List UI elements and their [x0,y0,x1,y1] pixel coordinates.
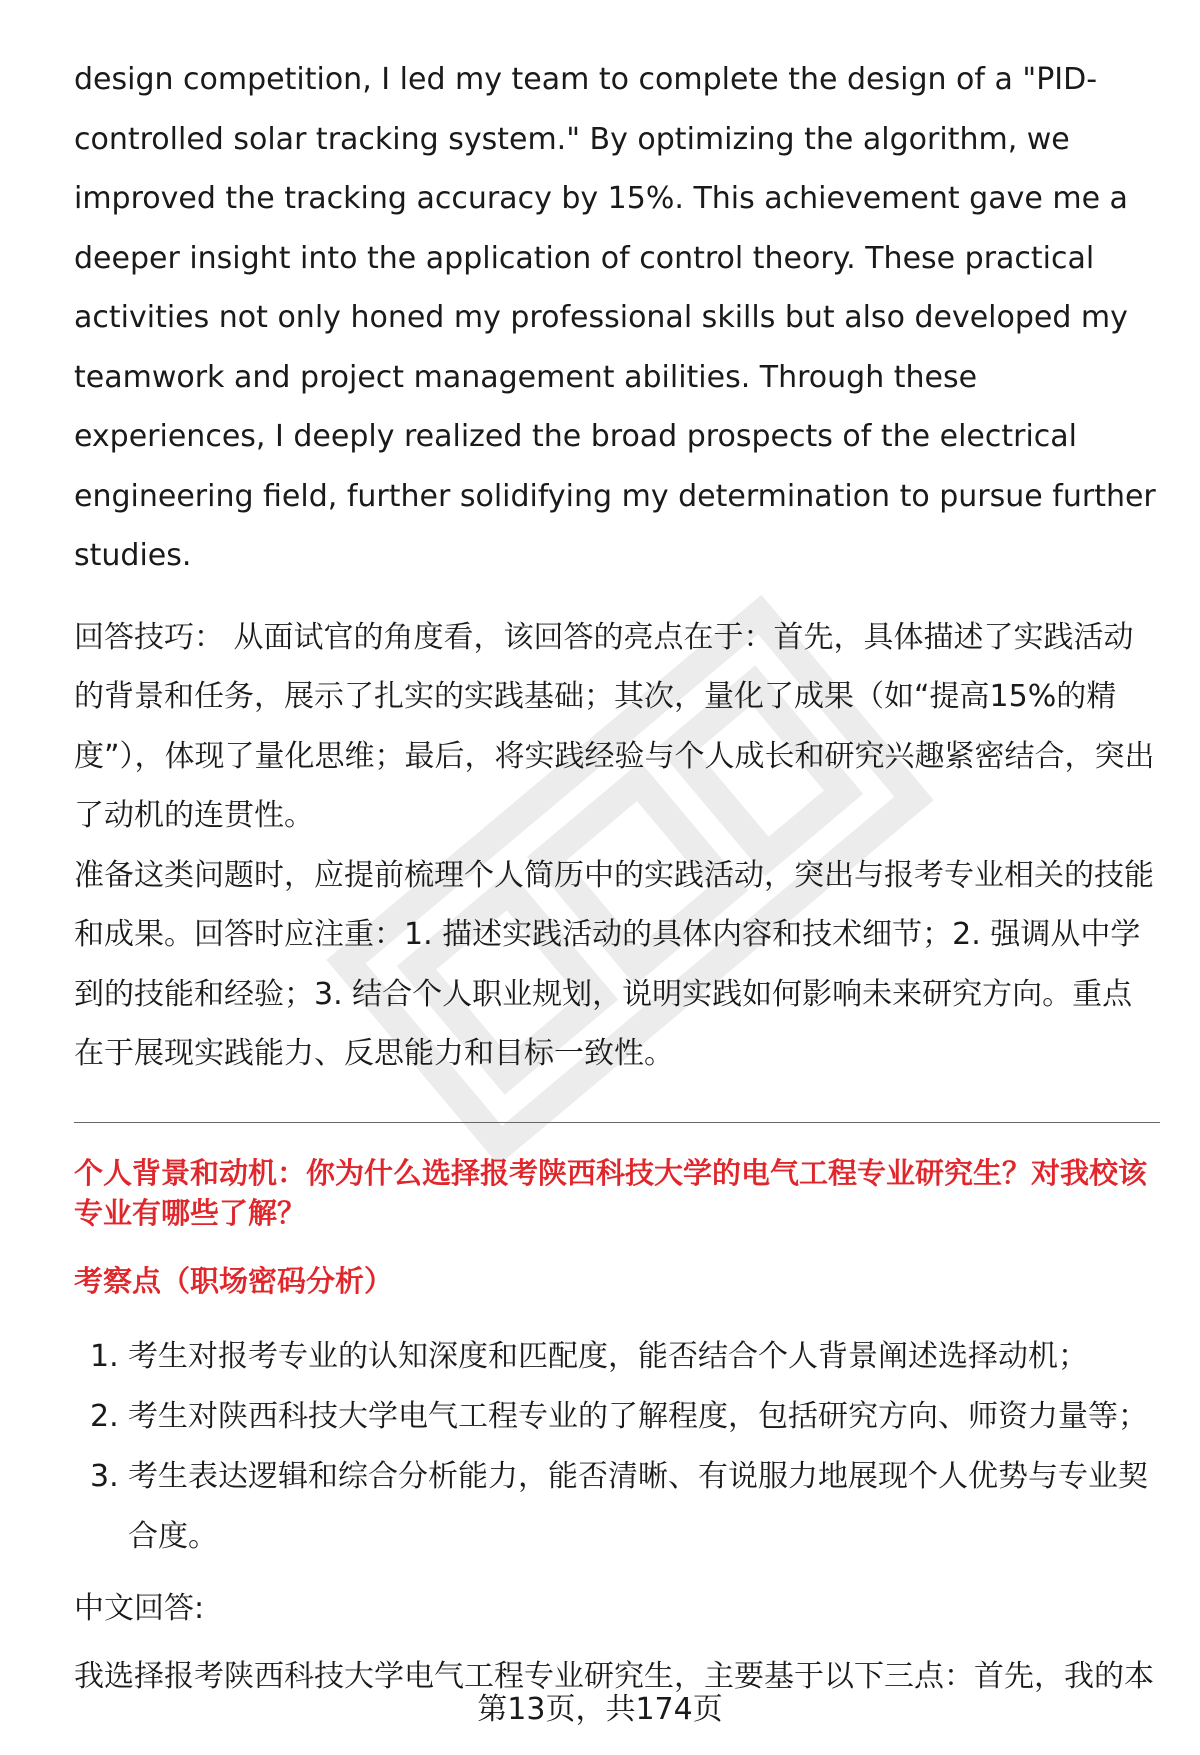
section-divider [74,1122,1160,1123]
english-answer-paragraph: design competition, I led my team to complete the design of a "PID-controlled solar tracking system." By optimizing the algorithm, we improved the tracking accuracy by 15%. This achievement gave me a deeper insight into the application of control theory. These practical activities not only honed my professional skills but also developed my teamwork and project management abilities. Through these experiences, I deeply realized the broad prospects of the electrical engineering field, further solidifying my determination to pursue further studies. [74,62,1156,573]
list-item [74,1447,1160,1567]
list-item [74,1327,1160,1387]
list-item-number: 2. [90,1398,119,1434]
document-page [74,50,1160,1706]
list-item-text: 考生对报考专业的认知深度和匹配度，能否结合个人背景阐述选择动机； [128,1338,1088,1374]
list-item-text: 考生对陕西科技大学电气工程专业的了解程度，包括研究方向、师资力量等； [128,1398,1148,1434]
list-item [74,1387,1160,1447]
answer-tips-paragraph: 回答技巧： 从面试官的角度看，该回答的亮点在于：首先，具体描述了实践活动的背景和任务，展示了扎实的实践基础；其次，量化了成果（如“提高15%的精度”），体现了量化思维；最后，将实践经验与个人成长和研究兴趣紧密结合，突出了动机的连贯性。 [74,619,1155,833]
chinese-answer-label: 中文回答: [74,1590,205,1626]
list-item-number: 3. [90,1458,119,1494]
chinese-answer-paragraph: 我选择报考陕西科技大学电气工程专业研究生，主要基于以下三点：首先，我的本 [74,1658,1154,1694]
analysis-heading: 考察点（职场密码分析） [74,1263,394,1298]
question-title: 个人背景和动机：你为什么选择报考陕西科技大学的电气工程专业研究生？对我校该专业有哪些了解？ [74,1155,1148,1230]
list-item-number: 1. [90,1338,119,1374]
preparation-advice-paragraph: 准备这类问题时，应提前梳理个人简历中的实践活动，突出与报考专业相关的技能和成果。回答时应注重：1. 描述实践活动的具体内容和技术细节；2. 强调从中学到的技能和经验；3. 结合个人职业规划，说明实践如何影响未来研究方向。重点在于展现实践能力、反思能力和目标一致性。 [74,857,1154,1071]
assessment-points-list [74,1327,1160,1567]
page-number-footer: 第13页，共174页 [477,1692,723,1727]
list-item-text: 考生表达逻辑和综合分析能力，能否清晰、有说服力地展现个人优势与专业契合度。 [128,1458,1148,1554]
